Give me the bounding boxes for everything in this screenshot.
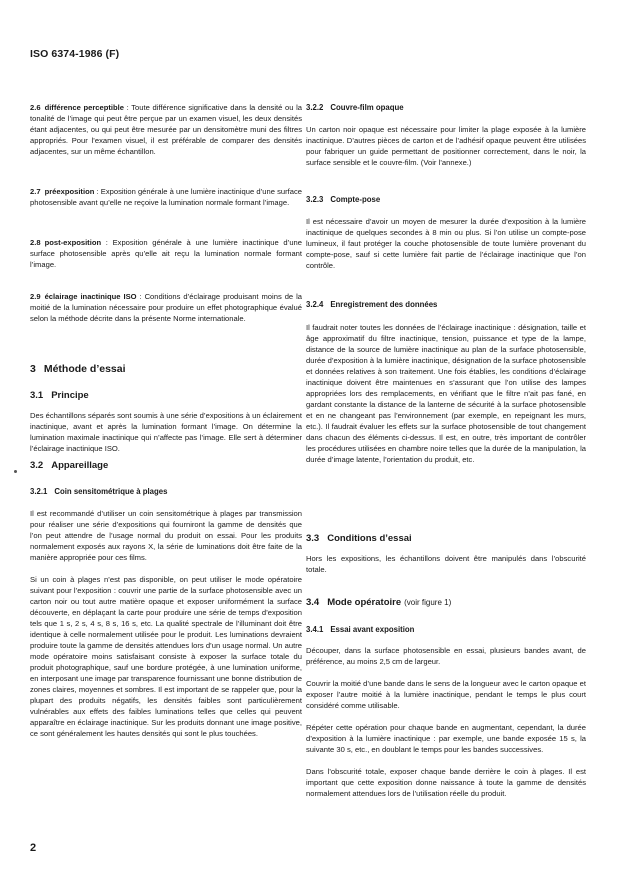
- term-text: : Exposition générale à une lumière inactinique d’une surface photosensible après qu’elle ait reçu la lumination normale formant l’image.: [30, 238, 302, 269]
- term-title: post-exposition: [44, 238, 102, 247]
- section-3-2-3-heading: 3.2.3 Compte-pose: [306, 195, 381, 204]
- paragraph: Découper, dans la surface photosensible en essai, plusieurs bandes avant, de préférence, au moins 2,5 cm de largeur.: [306, 646, 586, 666]
- section-3-4-1-heading: 3.4.1 Essai avant exposition: [306, 625, 415, 634]
- paragraph: Couvrir la moitié d’une bande dans le sens de la longueur avec le carton opaque et exposer l’autre moitié à la lumière inactinique, pendant le temps le plus court considéré comme utilisable.: [306, 679, 586, 710]
- paragraph: Il est recommandé d’utiliser un coin sensitométrique à plages par transmission pour réaliser une série d’expositions qui fourniront la gamme de densités que l’on peut attendre de l’usage normal du produit on essai. Pour les produits normalement exposés aux rayons X, la série de luminations doit être faite de la manière appropriée pour ces films.: [30, 509, 302, 562]
- section-3-2-1-text: [30, 508, 302, 739]
- definition-2-6: 2.6 différence perceptible : Toute différence significative dans la densité ou la tonalité de l’image qui peut être perçue par un examen visuel, les deux densités étant adjacentes, ou qui peut être mesurée par un densitomètre muni des filtres appropriés. Pour l’examen visuel, il est préférable de comparer des densités adjacentes, sur un même échantillon.: [30, 103, 302, 156]
- scan-speck: [14, 470, 17, 473]
- term-text: : Conditions d’éclairage produisant moins de la moitié de la lumination nécessaire pour produire un effet photographique évalué selon la méthode décrite dans la présente Norme internationale.: [30, 292, 302, 323]
- section-3-1-text: Des échantillons séparés sont soumis à une série d’expositions à un éclairement inactinique, avant et après la lumination formant l’image. On détermine la lumination maximale inactinique qui n’affecte pas l’image. Elle sert à déterminer l’éclairage inactinique ISO.: [30, 411, 302, 453]
- term-title: éclairage inactinique ISO: [44, 292, 137, 301]
- term-title: préexposition: [44, 187, 95, 196]
- section-3-2-1-heading: 3.2.1 Coin sensitométrique à plages: [30, 487, 168, 496]
- section-3-3-heading: 3.3 Conditions d’essai: [306, 533, 412, 544]
- section-3-heading: 3 Méthode d’essai: [30, 363, 126, 375]
- section-3-2-3-text: Il est nécessaire d’avoir un moyen de mesurer la durée d’exposition à la lumière inactinique de quelques secondes à 8 min ou plus. Si l’on utilise un compte-pose lumineux, il faut protéger la couche photosensible de toute lumière provenant du compte-pose, sauf si cette lumière fait partie de l’éclairage inactinique que l’on contrôle.: [306, 217, 586, 270]
- section-3-2-4-heading: 3.2.4 Enregistrement des données: [306, 300, 438, 309]
- term-title: différence perceptible: [44, 103, 125, 112]
- section-3-2-4-text: Il faudrait noter toutes les données de l’éclairage inactinique : désignation, taille et âge approximatif du filtre inactinique, tension, puissance et type de la lampe, distance de la source de lumière inactinique au plan de la surface photosensible, durée d’exposition à la lumière inactinique, désignation de la surface photosensible et données relatives à son traitement. Une fois établies, les conditions d’éclairage inactinique doivent être maintenues en s’assurant que l’on utilise des lampes appropriées lors des remplacements, en vérifiant que le filtre n’ait pas fané, en gardant constante la distance de la lanterne de sécurité à la surface photosensible et en ne changeant pas l’environnement (par exemple, en repeignant les murs, etc.). Il faudrait évaluer les effets sur la surface photosensible de tout changement dans chacun des éléments ci-dessus. Il est, en outre, très important de contrôler les procédures utilisées en chambre noire telles que la durée de la manipulation, la durée d’image latente, l’orientation du produit, etc.: [306, 323, 586, 464]
- definition-2-8: 2.8 post-exposition : Exposition générale à une lumière inactinique d’une surface photosensible après qu’elle ait reçu la lumination normale formant l’image.: [30, 238, 302, 269]
- term-text: : Exposition générale à une lumière inactinique d’une surface photosensible avant qu’elle ne reçoive la lumination normale formant l’image.: [30, 187, 302, 207]
- definition-2-9: 2.9 éclairage inactinique ISO : Conditions d’éclairage produisant moins de la moitié de la lumination nécessaire pour produire un effet photographique évalué selon la méthode décrite dans la présente Norme internationale.: [30, 292, 302, 323]
- paragraph: Répéter cette opération pour chaque bande en augmentant, cependant, la durée d’exposition à la lumière inactinique : par exemple, une bande exposée 15 s, la suivante 30 s, etc., en doublant le temps pour les bandes successives.: [306, 723, 586, 754]
- term-text: : Toute différence significative dans la densité ou la tonalité de l’image qui peut être perçue par un examen visuel, les deux densités étant adjacentes, ou qui peut être mesurée par un densitomètre muni des filtres appropriés. Pour l’examen visuel, il est préférable de comparer des densités adjacentes, sur un même échantillon.: [30, 103, 302, 156]
- definition-2-7: 2.7 préexposition : Exposition générale à une lumière inactinique d’une surface photosensible avant qu’elle ne reçoive la lumination normale formant l’image.: [30, 187, 302, 207]
- page-number: 2: [30, 842, 37, 854]
- section-3-2-heading: 3.2 Appareillage: [30, 460, 109, 471]
- document-header: ISO 6374-1986 (F): [30, 48, 120, 60]
- section-3-4-heading: 3.4 Mode opératoire (voir figure 1): [306, 597, 452, 608]
- paragraph: Dans l’obscurité totale, exposer chaque bande derrière le coin à plages. Il est important que cette exposition donne naissance à toute la gamme de densités normalement attendues lors de l’utilisation réelle du produit.: [306, 767, 586, 798]
- section-3-3-text: Hors les expositions, les échantillons doivent être manipulés dans l’obscurité totale.: [306, 554, 586, 574]
- section-3-4-1-text: [306, 645, 586, 799]
- section-3-1-heading: 3.1 Principe: [30, 390, 89, 401]
- section-3-2-2-text: Un carton noir opaque est nécessaire pour limiter la plage exposée à la lumière inactinique. D’autres pièces de carton et de l’adhésif opaque peuvent être utilisées pour fabriquer un guide permettant de positionner correctement, dans le noir, la surface sensible et le couvre-film. (Voir l’annexe.): [306, 125, 586, 167]
- paragraph: Si un coin à plages n’est pas disponible, on peut utiliser le mode opératoire suivant pour l’exposition : couvrir une partie de la surface photosensible avec un carton noir ou tout autre matière opaque et exposer uniformément la surface découverte, en déplaçant la carte pour produire une série de temps d’exposition tels que 1 s, 2 s, 4 s, 8 s, 16 s, etc. La qualité spectrale de l’illuminant doit être identique à celle normalement utilisée pour le produit. Les luminations devraient produire toute la gamme de densités attendues lors d’un usage normal. Un autre mode opératoire moins satisfaisant consiste à exposer la surface totale du produit photographique, sauf une bordure protégée, à une lumination uniforme, en interposant une image par transparence fournissant une bonne distribution de zones claires, moyennes et sombres. Il est important de se rappeler que, pour la plupart des produits négatifs, les densités faibles sont particulièrement vulnérables aux effets des faibles luminations telles que celles qui peuvent apparaître en éclairage inactinique. Sur les produits donnant une image positive, ce sont généralement les hautes densités qui sont le plus touchées.: [30, 575, 302, 738]
- section-3-2-2-heading: 3.2.2 Couvre-film opaque: [306, 103, 404, 112]
